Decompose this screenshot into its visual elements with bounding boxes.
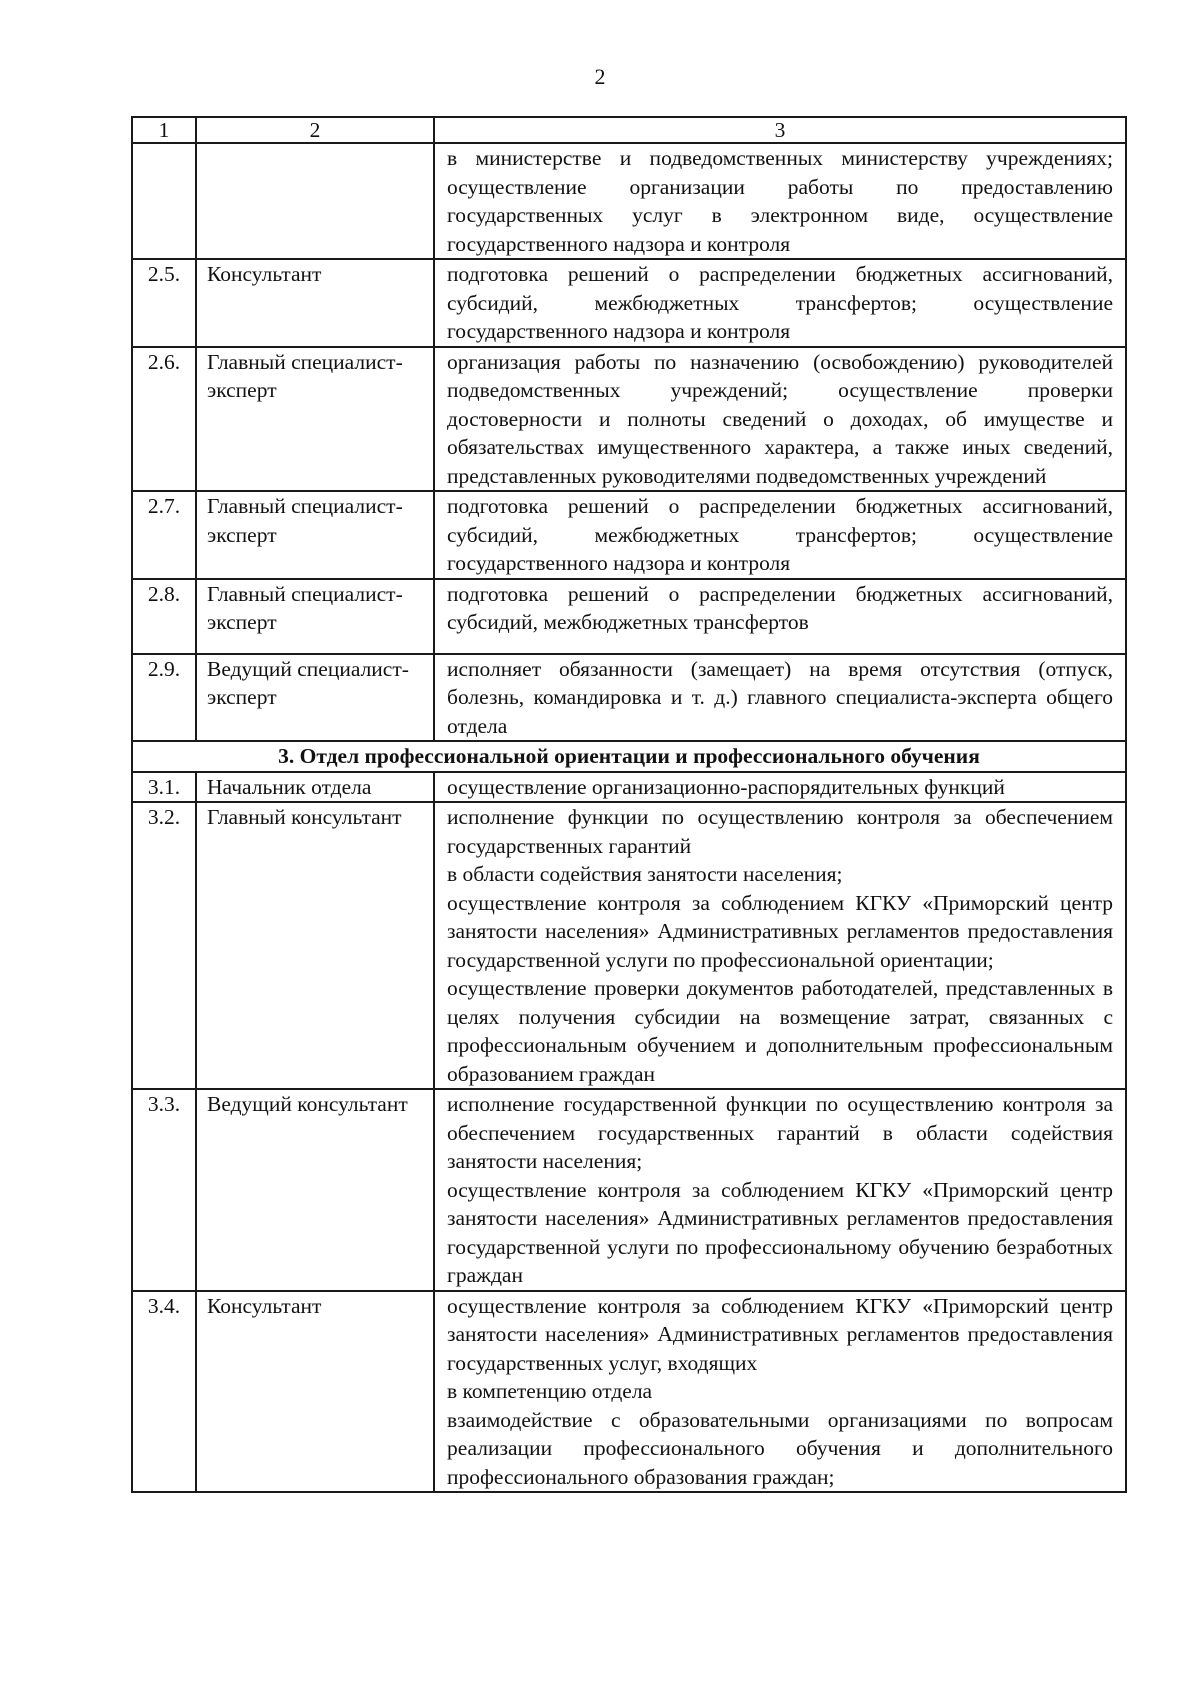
duty-text: подготовка решений о распределении бюджетных ассигнований, субсидий, межбюджетных трансфертов; осуществление государственного надзора и контроля — [447, 262, 1113, 343]
duty-text: осуществление контроля за соблюдением КГКУ «Приморский центр занятости населения» Административных регламентов предоставления государственных услуг, входящих — [447, 1293, 1113, 1375]
table-row — [132, 1089, 1126, 1291]
table-row — [132, 579, 1126, 654]
position-title: Главный специалист-эксперт — [196, 579, 434, 654]
position-title: Главный консультант — [196, 802, 434, 1089]
row-number: 3.4. — [132, 1291, 196, 1493]
duty-text: в компетенцию отдела — [447, 1379, 653, 1403]
duties-cell — [434, 654, 1126, 742]
duty-text: в области содействия занятости населения; — [447, 862, 843, 886]
duties-cell — [434, 1291, 1126, 1493]
duties-table — [131, 116, 1127, 1493]
position-title: Консультант — [196, 1291, 434, 1493]
duties-cell — [434, 802, 1126, 1089]
duty-text: организация работы по назначению (освобождению) руководителей подведомственных учреждений; осуществление проверки достоверности и полноты сведений о доходах, об имуществе и обязательствах имущественного характера, а также иных сведений, представленных руководителями подведомственных учреждений — [447, 349, 1113, 488]
row-number — [132, 143, 196, 259]
table-row — [132, 802, 1126, 1089]
duty-text: осуществление организационно-распорядительных функций — [447, 774, 1005, 799]
row-number: 3.1. — [132, 772, 196, 803]
position-title: Главный специалист-эксперт — [196, 491, 434, 579]
position-title: Начальник отдела — [196, 772, 434, 803]
row-number: 3.3. — [132, 1089, 196, 1291]
duties-cell — [434, 347, 1126, 492]
table-row — [132, 143, 1126, 259]
duty-text: осуществление контроля за соблюдением КГКУ «Приморский центр занятости населения» Административных регламентов предоставления государственной услуги по профессиональному обучению безработных граждан — [447, 1177, 1113, 1287]
position-title: Консультант — [196, 259, 434, 347]
table-row — [132, 1291, 1126, 1493]
table-row — [132, 654, 1126, 742]
duties-cell — [434, 143, 1126, 259]
column-numbers-row — [132, 117, 1126, 143]
duty-text: исполнение функции по осуществлению контроля за обеспечением государственных гарантий — [447, 805, 1113, 858]
row-number: 2.7. — [132, 491, 196, 579]
duties-cell — [434, 579, 1126, 654]
row-number: 2.6. — [132, 347, 196, 492]
row-number: 2.5. — [132, 259, 196, 347]
page-number: 2 — [594, 64, 606, 89]
section-heading-row — [132, 741, 1126, 772]
table-row — [132, 772, 1126, 803]
duty-text: исполнение государственной функции по осуществлению контроля за обеспечением государственных гарантий в области содействия занятости населения; — [447, 1092, 1113, 1173]
position-title: Главный специалист-эксперт — [196, 347, 434, 492]
position-title: Ведущий специалист-эксперт — [196, 654, 434, 742]
duty-text: осуществление контроля за соблюдением КГКУ «Приморский центр занятости населения» Административных регламентов предоставления государственной услуги по профессиональной ориентации; — [447, 890, 1113, 972]
row-number: 3.2. — [132, 802, 196, 1089]
table-row — [132, 259, 1126, 347]
table-row — [132, 347, 1126, 492]
duty-text: в министерстве и подведомственных министерству учреждениях; осуществление организации работы по предоставлению государственных услуг в электронном виде, осуществление государственного надзора и контроля — [447, 146, 1113, 256]
duties-cell — [434, 259, 1126, 347]
duty-text: взаимодействие с образовательными организациями по вопросам реализации профессионального обучения и дополнительного профессионального образования граждан; — [447, 1407, 1113, 1489]
duties-cell — [434, 772, 1126, 803]
duty-text: исполняет обязанности (замещает) на время отсутствия (отпуск, болезнь, командировка и т. д.) главного специалиста-эксперта общего отдела — [447, 656, 1113, 738]
position-title — [196, 143, 434, 259]
duties-cell — [434, 1089, 1126, 1291]
table-row — [132, 491, 1126, 579]
section-title: 3. Отдел профессиональной ориентации и профессионального обучения — [132, 741, 1126, 772]
row-number: 2.9. — [132, 654, 196, 742]
duty-text: подготовка решений о распределении бюджетных ассигнований, субсидий, межбюджетных трансфертов; осуществление государственного надзора и контроля — [447, 494, 1113, 575]
row-number: 2.8. — [132, 579, 196, 654]
column-number-3: 3 — [434, 117, 1126, 143]
duty-text: осуществление проверки документов работодателей, представленных в целях получения субсидии на возмещение затрат, связанных с профессиональным обучением и дополнительным профессиональным образованием граждан — [447, 976, 1113, 1086]
duty-text: подготовка решений о распределении бюджетных ассигнований, субсидий, межбюджетных трансфертов — [447, 581, 1113, 634]
column-number-1: 1 — [132, 117, 196, 143]
column-number-2: 2 — [196, 117, 434, 143]
duties-cell — [434, 491, 1126, 579]
position-title: Ведущий консультант — [196, 1089, 434, 1291]
